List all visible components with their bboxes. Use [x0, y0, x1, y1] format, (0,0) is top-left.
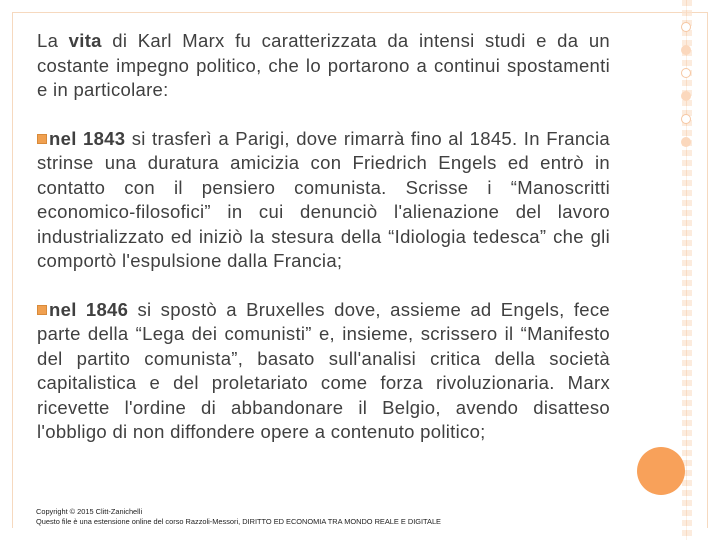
slide-content [37, 29, 610, 469]
bullet-text: si trasferì a Parigi, dove rimarrà fino al 1845. In Francia strinse una duratura amicizia con Friedrich Engels ed entrò in contatto con il pensiero comunista. Scrisse i “Manoscritti economico-filosofici” in cui denunciò l'alienazione del lavoro industrializzato ed iniziò la stesura della “Idiologia tedesca” che gli comportò l'espulsione dalla Francia; [37, 127, 610, 271]
intro-paragraph: La vita di Karl Marx fu caratterizzata da intensi studi e da un costante impegno politico, che lo portarono a continui spostamenti e in particolare: [37, 30, 611, 100]
square-bullet-icon [37, 134, 47, 144]
bullet-paragraph-1846 [37, 298, 610, 445]
decorative-dots-top [680, 22, 692, 160]
bullet-paragraph-1843 [37, 127, 610, 274]
bullet-lead: nel 1846 [49, 298, 129, 320]
bullet-lead: nel 1843 [49, 127, 126, 149]
accent-circle [637, 447, 685, 495]
square-bullet-icon [37, 305, 47, 315]
copyright-line: Copyright © 2015 Clitt-Zanichelli [36, 507, 143, 516]
intro-bold-word: vita [68, 30, 102, 51]
bullet-text: si spostò a Bruxelles dove, assieme ad Engels, fece parte della “Lega dei comunisti” e, insieme, scrissero il “Manifesto del partito comunista”, basato sull'analisi critica della società capitalistica e del proletariato come forza rivoluzionaria. Marx ricevette l'ordine di abbandonare il Belgio, avendo disatteso l'obbligo di non diffondere opere a contenuto politico; [37, 298, 610, 442]
course-line: Questo file è una estensione online del corso Razzoli-Messori, DIRITTO ED ECONOMIA TRA MONDO REALE E DIGITALE [36, 517, 441, 526]
copyright-footer [36, 507, 441, 527]
